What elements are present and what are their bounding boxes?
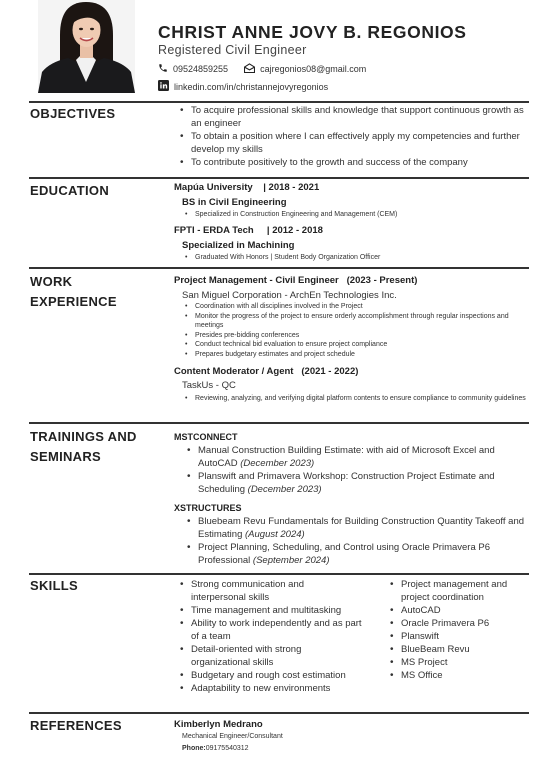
candidate-title: Registered Civil Engineer — [158, 43, 307, 57]
section-divider — [29, 177, 529, 179]
education-content — [174, 181, 529, 262]
phone-icon — [158, 63, 173, 75]
school-years: | 2012 - 2018 — [266, 224, 323, 236]
candidate-name: CHRIST ANNE JOVY B. REGONIOS — [158, 22, 467, 42]
list-item: • Prepares budgetary estimates and project schedule — [174, 350, 529, 360]
list-item: • Bluebeam Revu Fundamentals for Building Construction Quantity Takeoff and Estimating (August 2024) — [174, 515, 529, 541]
section-title-line: TRAININGS AND — [30, 429, 137, 444]
degree: BS in Civil Engineering — [182, 197, 287, 208]
list-item: • MS Office — [384, 669, 534, 682]
list-item: • Graduated With Honors | Student Body Organization Officer — [174, 253, 529, 263]
section-title-references: REFERENCES — [30, 718, 122, 733]
section-title-line: WORK — [30, 274, 73, 289]
list-item: • To acquire professional skills and knowledge that support continuous growth as an engineer — [174, 104, 529, 130]
training-provider: XSTRUCTURES — [174, 503, 242, 513]
list-item: • Monitor the progress of the project to ensure orderly accomplishment through regular inspections and meetings — [174, 312, 529, 331]
list-item: • To contribute positively to the growth and success of the company — [174, 156, 529, 169]
reference-phone — [174, 744, 529, 754]
linkedin-url[interactable]: linkedin.com/in/christannejovyregonios — [174, 81, 329, 92]
training-list — [174, 444, 529, 496]
linkedin-row — [158, 80, 328, 93]
education-entry-header — [174, 181, 529, 194]
skills-list — [174, 578, 374, 695]
degree: Specialized in Machining — [182, 239, 295, 251]
list-item: • Strong communication and interpersonal skills — [174, 578, 374, 604]
section-title-trainings — [30, 427, 137, 467]
job-years: (2021 - 2022) — [301, 366, 359, 377]
email-icon — [244, 63, 260, 75]
list-item: • Time management and multitasking — [174, 604, 374, 617]
list-item: • Presides pre-bidding conferences — [174, 331, 529, 341]
list-item: • Ability to work independently and as part of a team — [174, 617, 374, 643]
job-role: Project Management - Civil Engineer — [174, 275, 339, 286]
objectives-content — [174, 104, 529, 169]
section-title-objectives: OBJECTIVES — [30, 106, 116, 121]
training-list — [174, 515, 529, 567]
linkedin-icon — [158, 80, 174, 93]
section-divider — [29, 573, 529, 575]
education-notes — [174, 253, 529, 263]
section-title-line: EXPERIENCE — [30, 294, 117, 309]
training-provider: MSTCONNECT — [174, 432, 238, 442]
list-item: • Project management and project coordination — [384, 578, 534, 604]
list-item: • Detail-oriented with strong organizational skills — [174, 643, 374, 669]
list-item: • AutoCAD — [384, 604, 534, 617]
list-item: • MS Project — [384, 656, 534, 669]
list-item: • Manual Construction Building Estimate: with aid of Microsoft Excel and AutoCAD (December 2023) — [174, 444, 529, 470]
section-title-work — [30, 272, 117, 312]
job-years: (2023 - Present) — [346, 275, 418, 286]
section-title-line: SEMINARS — [30, 449, 102, 464]
job-header — [174, 365, 529, 378]
list-item: • Reviewing, analyzing, and verifying digital platform contents to ensure compliance to community guidelines — [174, 394, 529, 404]
section-divider — [29, 422, 529, 424]
references-content — [174, 718, 529, 754]
reference-phone-number[interactable]: 09175540312 — [205, 745, 249, 752]
job-header — [174, 274, 529, 287]
list-item: • Project Planning, Scheduling, and Control using Oracle Primavera P6 Professional (September 2024) — [174, 541, 529, 567]
reference-phone-label: Phone: — [182, 745, 206, 752]
list-item: • BlueBeam Revu — [384, 643, 534, 656]
education-notes — [174, 210, 529, 220]
section-divider — [29, 712, 529, 714]
skills-right — [384, 578, 534, 682]
reference-position: Mechanical Engineer/Consultant — [182, 733, 283, 740]
section-divider — [29, 101, 529, 103]
list-item: • To obtain a position where I can effectively apply my competencies and further develop my skills — [174, 130, 529, 156]
company-name: TaskUs - QC — [182, 380, 236, 391]
list-item: • Oracle Primavera P6 — [384, 617, 534, 630]
list-item: • Coordination with all disciplines involved in the Project — [174, 302, 529, 312]
work-content — [174, 274, 529, 404]
school-years: | 2018 - 2021 — [263, 182, 320, 193]
school-name: Mapúa University — [174, 182, 253, 193]
section-title-skills: SKILLS — [30, 578, 79, 593]
section-divider — [29, 267, 529, 269]
skills-list — [384, 578, 534, 682]
objectives-list — [174, 104, 529, 169]
phone-number[interactable]: 09524859255 — [173, 64, 229, 74]
email-address[interactable]: cajregonios08@gmail.com — [260, 64, 367, 74]
reference-name: Kimberlyn Medrano — [174, 719, 263, 730]
list-item: • Planswift and Primavera Workshop: Construction Project Estimate and Scheduling (December 2023) — [174, 470, 529, 496]
trainings-content — [174, 431, 529, 567]
education-entry-header — [174, 224, 529, 237]
section-title-education: EDUCATION — [30, 183, 110, 198]
list-item: • Budgetary and rough cost estimation — [174, 669, 374, 682]
job-duties — [174, 394, 529, 404]
list-item: • Planswift — [384, 630, 534, 643]
contact-row — [158, 63, 366, 75]
list-item: • Conduct technical bid evaluation to ensure project compliance — [174, 340, 529, 350]
company-name: San Miguel Corporation - ArchEn Technologies Inc. — [182, 290, 397, 301]
job-duties — [174, 302, 529, 359]
list-item: • Adaptability to new environments — [174, 682, 374, 695]
school-name: FPTI - ERDA Tech — [174, 224, 254, 236]
skills-left — [174, 578, 374, 695]
profile-photo — [38, 0, 135, 93]
list-item: • Specialized in Construction Engineering and Management (CEM) — [174, 210, 529, 220]
job-role: Content Moderator / Agent — [174, 366, 294, 377]
